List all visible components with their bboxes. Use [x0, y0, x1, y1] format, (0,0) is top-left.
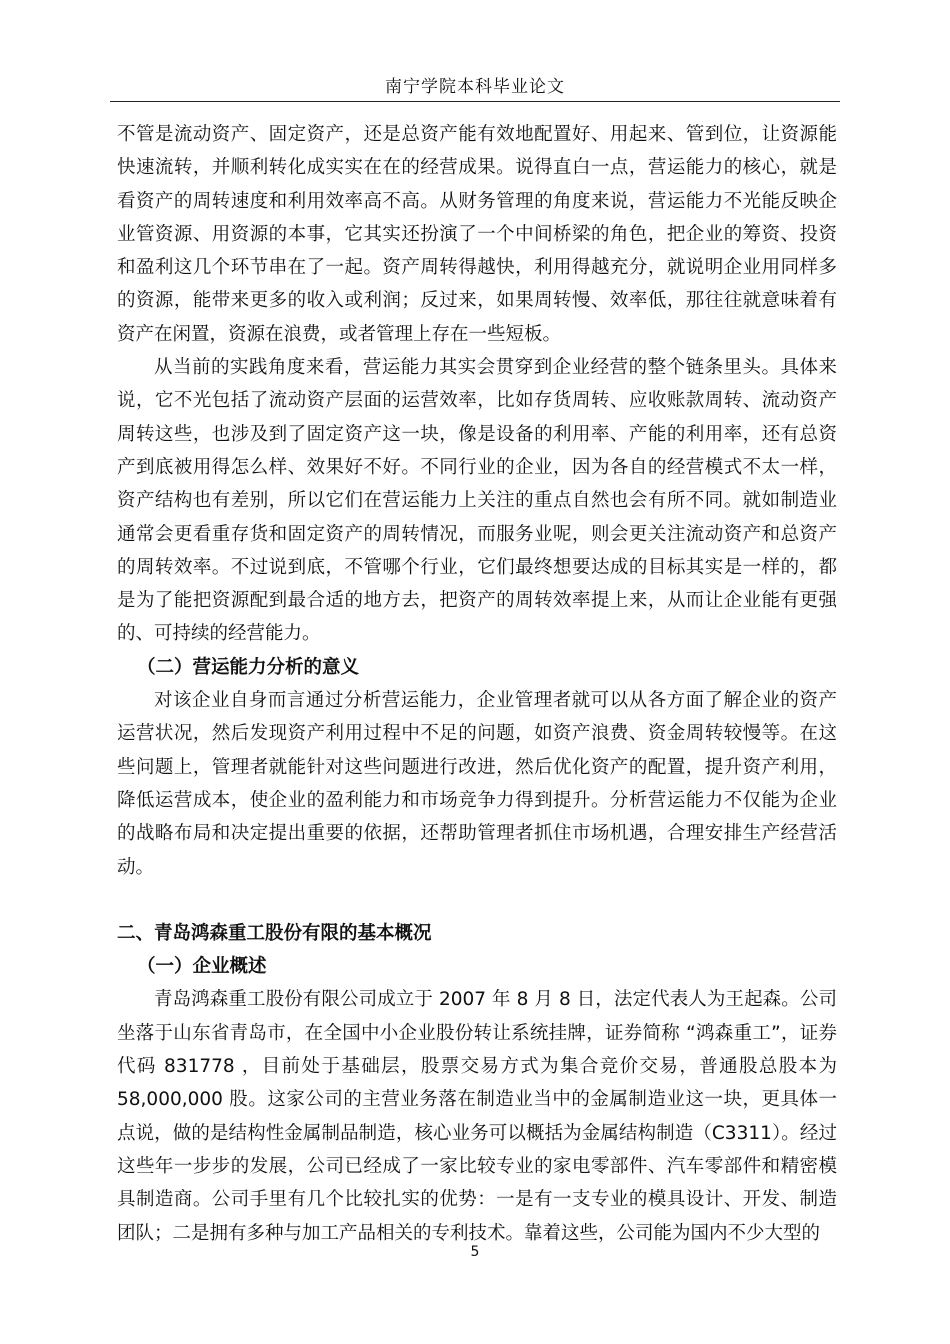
section-heading-company: 二、青岛鸿森重工股份有限的基本概况 — [117, 922, 432, 944]
page-number: 5 — [470, 1244, 480, 1260]
paragraph-overview: 青岛鸿森重工股份有限公司成立于 2007 年 8 月 8 日，法定代表人为王起森。公司坐落于山东省青岛市，在全国中小企业股份转让系统挂牌，证券简称 “鸿森重工”，证券代码 831778 ，目前处于基础层，股票交易方式为集合竞价交易，普通股总股本为58,000,000 股。这家公司的主营业务落在制造业当中的金属制造业这一块，更具体一点说，做的是结构性金属制品制造，核心业务可以概括为金属结构制造（C3311）。经过这些年一步步的发展，公司已经成了一家比较专业的家电零部件、汽车零部件和精密模具制造商。公司手里有几个比较扎实的优势：一是有一支专业的模具设计、开发、制造团队；二是拥有多种与加工产品相关的专利技术。靠着这些，公司能为国内不少大型的 — [117, 989, 837, 1244]
paragraph-significance: 对该企业自身而言通过分析营运能力，企业管理者就可以从各方面了解企业的资产运营状况，然后发现资产利用过程中不足的问题，如资产浪费、资金周转较慢等。在这些问题上，管理者就能针对这些问题进行改进，然后优化资产的配置，提升资产利用，降低运营成本，使企业的盈利能力和市场竞争力得到提升。分析营运能力不仅能为企业的战略布局和决定提出重要的依据，还帮助管理者抓住市场机遇，合理安排生产经营活动。 — [117, 690, 837, 878]
paragraph-practice: 从当前的实践角度来看，营运能力其实会贯穿到企业经营的整个链条里头。具体来说，它不光包括了流动资产层面的运营效率，比如存货周转、应收账款周转、流动资产周转这些，也涉及到了固定资产这一块，像是设备的利用率、产能的利用率，还有总资产到底被用得怎么样、效果好不好。不同行业的企业，因为各自的经营模式不太一样，资产结构也有差别，所以它们在营运能力上关注的重点自然也会有所不同。就如制造业通常会更看重存货和固定资产的周转情况，而服务业呢，则会更关注流动资产和总资产的周转效率。不过说到底，不管哪个行业，它们最终想要达成的目标其实是一样的，都是为了能把资源配到最合适的地方去，把资产的周转效率提上来，从而让企业能有更强的、可持续的经营能力。 — [117, 357, 837, 645]
body-content — [117, 118, 837, 1250]
header-divider — [110, 101, 840, 102]
section-spacer — [117, 884, 837, 917]
subheading-overview: （一）企业概述 — [137, 956, 267, 978]
page-header: 南宁学院本科毕业论文 — [385, 77, 565, 97]
subheading-significance: （二）营运能力分析的意义 — [137, 656, 360, 678]
paragraph-continuation: 不管是流动资产、固定资产，还是总资产能有效地配置好、用起来、管到位，让资源能快速流转，并顺利转化成实实在在的经营成果。说得直白一点，营运能力的核心，就是看资产的周转速度和利用效率高不高。从财务管理的角度来说，营运能力不光能反映企业管资源、用资源的本事，它其实还扮演了一个中间桥梁的角色，把企业的筹资、投资和盈利这几个环节串在了一起。资产周转得越快，利用得越充分，就说明企业用同样多的资源，能带来更多的收入或利润；反过来，如果周转慢、效率低，那往往就意味着有资产在闲置，资源在浪费，或者管理上存在一些短板。 — [117, 124, 837, 345]
